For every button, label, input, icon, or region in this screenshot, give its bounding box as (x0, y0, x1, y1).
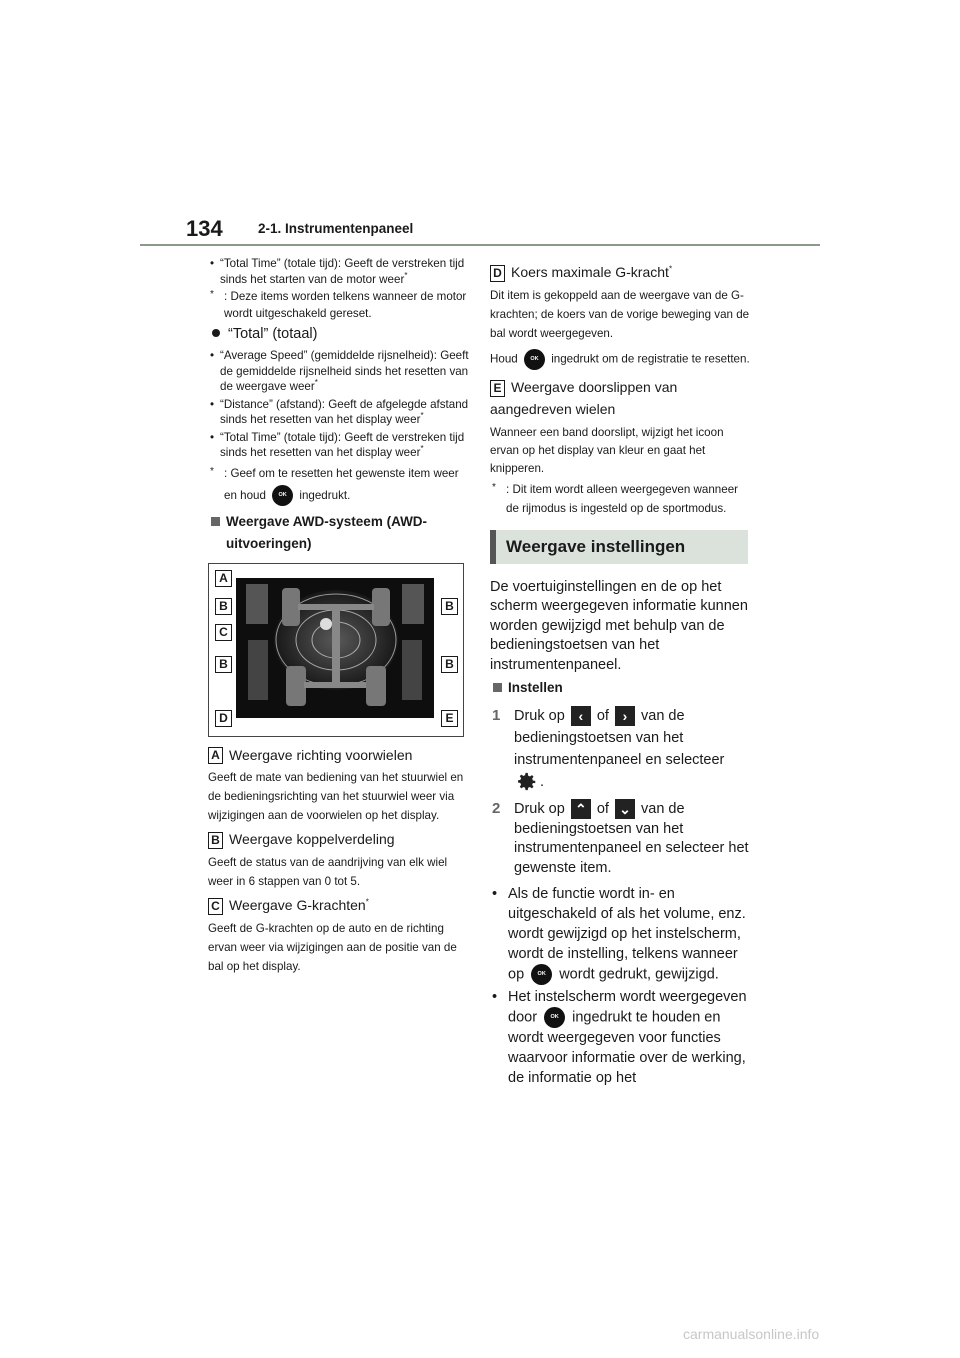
footnote: * : Dit item wordt alleen weergegeven wanneer de rijmodus is ingesteld op de sportmodus. (492, 481, 738, 515)
figure-tag-b: B (215, 598, 232, 615)
square-bullet-icon (493, 683, 502, 692)
section-title: 2-1. Instrumentenpaneel (258, 221, 414, 236)
chevron-right-icon: › (615, 706, 635, 726)
ok-button-icon: OK (531, 964, 552, 985)
left-column (208, 256, 470, 982)
list-item: • “Total Time” (totale tijd): Geeft de verstreken tijd sinds het starten van de motor weer* (208, 256, 470, 287)
page-number: 134 (186, 216, 223, 241)
figure-tag-b: B (441, 598, 458, 615)
item-a-title: A Weergave richting voorwielen (208, 747, 470, 765)
item-d-hold: Houd OK ingedrukt om de registratie te resetten. (490, 349, 752, 370)
right-column (490, 258, 752, 1090)
list-item: • “Average Speed” (gemiddelde rijsnelheid): Geeft de gemiddelde rijsnelheid sinds het resetten van de weergave weer* (208, 348, 470, 395)
figure-tag-e: E (441, 710, 458, 727)
figure-tag-b: B (215, 656, 232, 673)
ok-button-icon: OK (272, 485, 293, 506)
gear-icon (516, 771, 538, 793)
chevron-up-icon: ⌃ (571, 799, 591, 819)
item-d-desc: Dit item is gekoppeld aan de weergave van de G-krachten; de koers van de vorige beweging van de bal wordt weergegeven. (490, 288, 750, 340)
chevron-down-icon: ⌄ (615, 799, 635, 819)
intro-text: De voertuiginstellingen en de op het scherm weergegeven informatie kunnen worden gewijzigd met behulp van de bedieningstoetsen van het instrumentenpaneel. (490, 578, 748, 673)
ok-button-icon: OK (544, 1007, 565, 1028)
footnote: * : Deze items worden telkens wanneer de motor wordt uitgeschakeld gereset. (210, 289, 467, 320)
item-a-desc: Geeft de mate van bediening van het stuurwiel en de bedieningsrichting van het stuurwiel weer via wijzigingen aan de voorwielen op het display. (208, 771, 464, 823)
bullet-dot-icon (212, 329, 220, 337)
instellen-heading: Instellen (490, 677, 752, 699)
item-e-title: E Weergave doorslippen van aangedreven wielen (490, 378, 678, 417)
item-e-desc: Wanneer een band doorslipt, wijzigt het icoon ervan op het display van kleur en gaat het knipperen. (490, 425, 724, 475)
list-item: • Als de functie wordt in- en uitgeschakeld of als het volume, enz. wordt gewijzigd op het instelscherm, wordt de instelling, telkens wanneer op OK wordt gedrukt, gewijzigd. (490, 884, 752, 985)
ok-button-icon: OK (524, 349, 545, 370)
header-divider (140, 244, 820, 246)
figure-tag-a: A (215, 570, 232, 587)
list-item: • “Total Time” (totale tijd): Geeft de verstreken tijd sinds het resetten van het display weer* (208, 430, 470, 461)
awd-display-figure (208, 563, 464, 737)
total-heading: “Total” (totaal) (208, 326, 470, 342)
footnote: * : Geef om te resetten het gewenste item weer en houd OK ingedrukt. (208, 463, 470, 507)
figure-tag-b: B (441, 656, 458, 673)
item-c-title: C Weergave G-krachten* (208, 897, 470, 915)
item-b-title: B Weergave koppelverdeling (208, 831, 470, 849)
list-item: • “Distance” (afstand): Geeft de afgelegde afstand sinds het resetten van het display weer* (208, 397, 470, 428)
list-item: • Het instelscherm wordt weergegeven door OK ingedrukt te houden en wordt weergegeven voor functies waarvoor informatie over de werking, de informatie op het (490, 987, 752, 1088)
figure-tag-d: D (215, 710, 232, 727)
step-2: 2 Druk op ⌃ of ⌄ van de bedieningstoetsen van het instrumentenpaneel en selecteer het gewenste item. (492, 800, 749, 876)
watermark: carmanualsonline.info (683, 1326, 820, 1342)
square-bullet-icon (211, 517, 220, 526)
step-1: 1 Druk op ‹ of › van de bedieningstoetsen van het instrumentenpaneel en selecteer . (490, 705, 752, 793)
item-d-title: D Koers maximale G-kracht* (490, 264, 752, 282)
awd-screen (236, 578, 434, 718)
section-banner: Weergave instellingen (490, 530, 748, 564)
awd-heading: Weergave AWD-systeem (AWD-uitvoeringen) (208, 511, 470, 555)
figure-tag-c: C (215, 624, 232, 641)
item-c-desc: Geeft de G-krachten op de auto en de richting ervan weer via wijzigingen aan de positie van de bal op het display. (208, 921, 457, 973)
chevron-left-icon: ‹ (571, 706, 591, 726)
item-b-desc: Geeft de status van de aandrijving van elk wiel weer in 6 stappen van 0 tot 5. (208, 856, 448, 889)
